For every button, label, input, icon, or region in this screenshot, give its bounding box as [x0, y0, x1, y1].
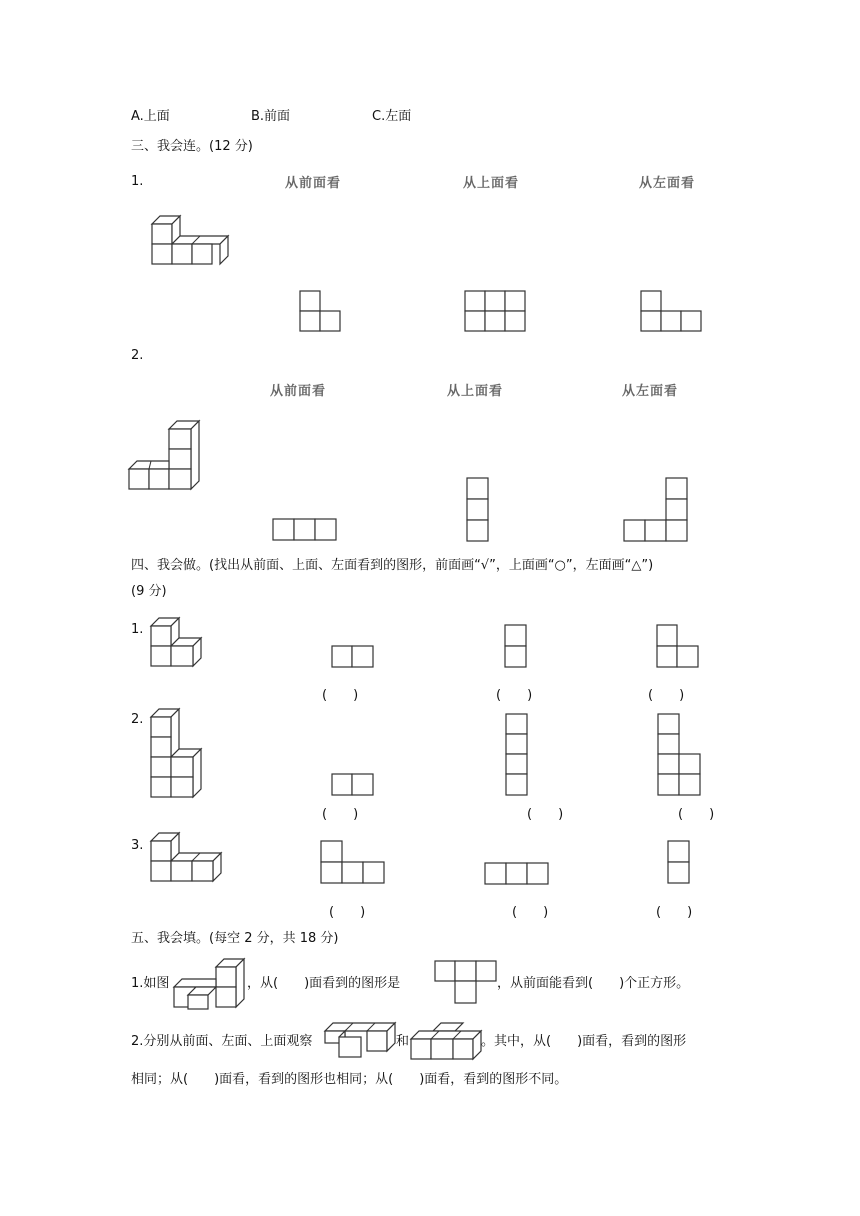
option-a: A.上面: [131, 109, 170, 124]
s5-q1-view-figure: [434, 960, 498, 1004]
s5-q2-text-d: 相同；从( )面看，看到的图形也相同；从( )面看，看到的图形不同。: [131, 1072, 568, 1087]
s4-q2-answer-c[interactable]: ( ): [678, 807, 715, 822]
s4-q3-view-b: [484, 862, 550, 886]
s3-q2-view-b: [466, 477, 490, 542]
s4-q2-view-c: [657, 713, 701, 797]
s3-q2-number: 2.: [131, 348, 144, 363]
s3-q1-label-front: 从前面看: [285, 176, 342, 191]
s5-q2-cube-figure-a: [324, 1022, 398, 1060]
s3-q2-view-a: [272, 518, 338, 542]
s3-q2-label-front: 从前面看: [270, 384, 327, 399]
section4-points: (9 分): [131, 584, 167, 599]
s4-q3-cube-figure: [150, 832, 224, 886]
s4-q1-answer-c[interactable]: ( ): [648, 688, 685, 703]
option-c: C.左面: [372, 109, 412, 124]
s4-q3-view-a: [320, 840, 386, 886]
option-b: B.前面: [251, 109, 291, 124]
section5-title: 五、我会填。(每空 2 分，共 18 分): [131, 931, 339, 946]
s4-q1-cube-figure: [150, 617, 204, 669]
s3-q2-cube-figure: [128, 420, 202, 494]
s4-q2-view-a: [331, 773, 375, 796]
s5-q1-text-b: ，从( )面看到的图形是: [247, 976, 401, 991]
s4-q1-view-b: [504, 624, 527, 668]
s3-q1-view-c: [640, 290, 704, 332]
s5-q2-text-a: 2.分别从前面、左面、上面观察: [131, 1034, 313, 1049]
s4-q3-answer-b[interactable]: ( ): [512, 905, 549, 920]
s4-q3-answer-c[interactable]: ( ): [656, 905, 693, 920]
s3-q1-cube-figure: [148, 214, 238, 278]
s5-q1-text-c: ，从前面能看到( )个正方形。: [497, 976, 690, 991]
s3-q2-view-c: [623, 477, 689, 542]
s4-q2-answer-b[interactable]: ( ): [527, 807, 564, 822]
section3-title: 三、我会连。(12 分): [131, 139, 253, 154]
s4-q1-view-c: [656, 624, 700, 668]
s4-q1-view-a: [331, 645, 375, 668]
s3-q2-label-left: 从左面看: [622, 384, 679, 399]
s4-q3-number: 3.: [131, 838, 144, 853]
s3-q1-label-left: 从左面看: [639, 176, 696, 191]
s5-q2-text-b: 和: [396, 1034, 410, 1049]
s5-q2-text-c: 。其中，从( )面看，看到的图形: [481, 1034, 687, 1049]
s4-q1-answer-b[interactable]: ( ): [496, 688, 533, 703]
s5-q2-cube-figure-b: [410, 1022, 484, 1062]
s3-q1-view-a: [299, 290, 343, 332]
s4-q2-answer-a[interactable]: ( ): [322, 807, 359, 822]
s4-q2-number: 2.: [131, 712, 144, 727]
s4-q3-view-c: [667, 840, 691, 886]
s4-q2-cube-figure: [150, 708, 204, 798]
s5-q1-text-a: 1.如图: [131, 976, 170, 991]
s3-q1-label-top: 从上面看: [463, 176, 520, 191]
section4-title: 四、我会做。(找出从前面、上面、左面看到的图形，前面画“√”，上面画“○”，左面画“△”): [131, 558, 654, 573]
s3-q1-number: 1.: [131, 174, 144, 189]
s4-q2-view-b: [505, 713, 528, 797]
s3-q2-label-top: 从上面看: [447, 384, 504, 399]
s4-q3-answer-a[interactable]: ( ): [329, 905, 366, 920]
s4-q1-answer-a[interactable]: ( ): [322, 688, 359, 703]
s3-q1-view-b: [464, 290, 528, 332]
s5-q1-cube-figure: [173, 958, 247, 1010]
s4-q1-number: 1.: [131, 622, 144, 637]
